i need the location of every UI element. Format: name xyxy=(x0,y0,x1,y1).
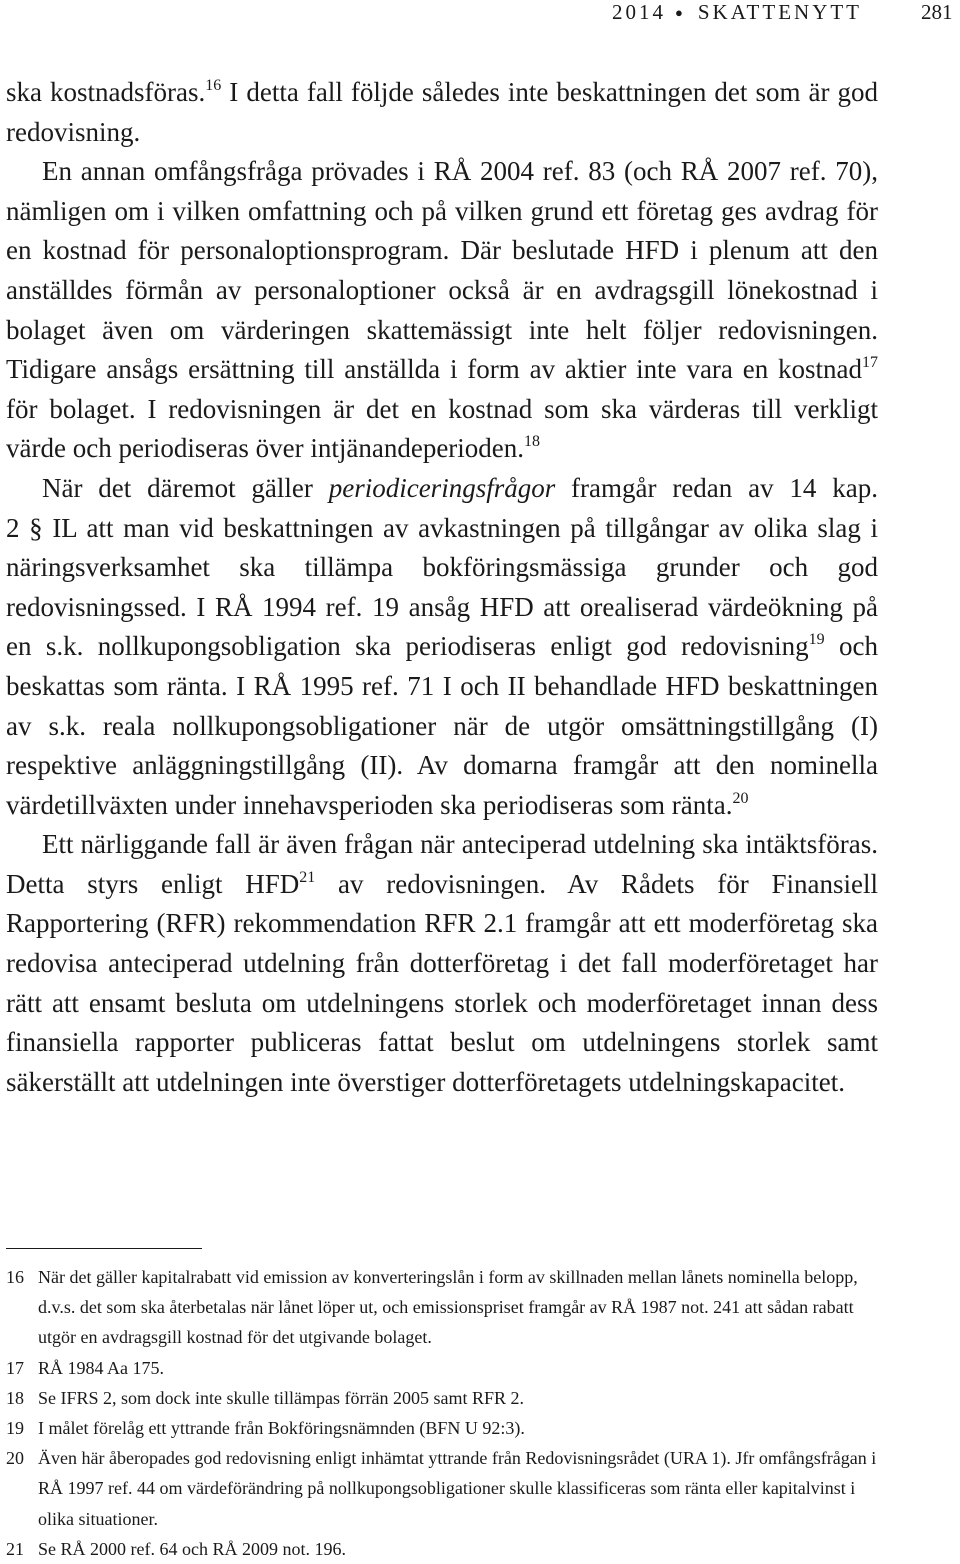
journal-year: 2014 xyxy=(612,0,666,24)
footnote-text: I målet förelåg ett yttrande från Bokföringsnämnden (BFN U 92:3). xyxy=(38,1418,525,1439)
running-header xyxy=(0,0,960,30)
footnote-ref-18: 18 xyxy=(524,433,541,451)
footnote-text: Se IFRS 2, som dock inte skulle tillämpas förrän 2005 samt RFR 2. xyxy=(38,1387,524,1408)
text-run: I detta fall följde således inte beskattningen det som är god redovisning. xyxy=(6,77,879,147)
footnote-number: 17 xyxy=(6,1357,24,1378)
footnote-number: 16 xyxy=(6,1267,24,1287)
footnote-text: När det gäller kapitalrabatt vid emission av konverteringslån i form av skillnaden mellan lånets nominella belopp, d.v.s. det som ska återbetalas när lånet löper ut, och emissionspriset framgår av RÅ 1987 not. 241 att sådan rabatt utgör en avdragsgill kostnad för det utgivande bolaget. xyxy=(38,1267,858,1348)
footnotes xyxy=(6,1262,878,1564)
footnote-separator xyxy=(6,1248,202,1249)
text-run: ska kostnadsföras. xyxy=(6,77,206,107)
text-run: av redovisningen. Av Rådets för Finansiell Rapportering (RFR) rekommendation RFR 2.1 framgår att ett moderföretag ska redovisa anteciperad utdelning från dotterföretag i det fall moderföretaget har rätt att ensamt besluta om utdelningens storlek och moderföretaget innan dess finansiella rapporter publiceras fattat beslut om utdelningens storlek samt säkerställt att utdelningen inte överstiger dotterföretagets utdelningskapacitet. xyxy=(6,868,878,1097)
footnote xyxy=(6,1443,878,1534)
footnote-number: 21 xyxy=(6,1538,24,1559)
footnote-ref-19: 19 xyxy=(808,631,825,649)
journal-name: SKATTENYTT xyxy=(697,0,863,24)
paragraph-1 xyxy=(6,73,878,152)
footnote-text: Se RÅ 2000 ref. 64 och RÅ 2009 not. 196. xyxy=(38,1538,346,1559)
footnote xyxy=(6,1383,878,1413)
italic-term: periodiceringsfrågor xyxy=(328,472,556,503)
page-number: 281 xyxy=(921,0,953,24)
text-run: för bolaget. I redovisningen är det en kostnad som ska värderas till verkligt värde och periodiseras över intjänandeperioden. xyxy=(6,393,878,464)
footnote xyxy=(6,1353,878,1383)
text-run: och beskattas som ränta. I RÅ 1995 ref. 71 I och II behandlade HFD beskattningen av s.k. reala nollkupongsobligationer när de utgör omsättningstillgång (I) respektive anläggningstillgång (II). Av domarna framgår att den nominella värdetillväxten under innehavsperioden ska periodiseras som ränta. xyxy=(6,631,878,820)
footnote-number: 19 xyxy=(6,1418,24,1439)
footnote xyxy=(6,1262,878,1353)
footnote-text: Även här åberopades god redovisning enligt inhämtat yttrande från Redovisningsrådet (URA 1). Jfr omfångsfrågan i RÅ 1997 ref. 44 om värdeförändring på nollkupongsobligationer skulle klassificeras som ränta eller kapitalvinst i olika situationer. xyxy=(38,1448,877,1529)
footnote xyxy=(6,1534,878,1564)
paragraph-3-first-line xyxy=(6,469,878,509)
body-text xyxy=(6,73,878,1102)
text-run: Ett närliggande fall är även frågan när anteciperad utdelning ska intäktsföras. Detta styrs enligt HFD xyxy=(6,829,878,899)
footnote-ref-21: 21 xyxy=(299,868,316,886)
text-run: När det däremot gäller xyxy=(42,472,329,503)
footnote-text: RÅ 1984 Aa 175. xyxy=(38,1357,164,1378)
paragraph-2 xyxy=(6,152,878,469)
footnote-ref-20: 20 xyxy=(732,789,749,807)
footnote-number: 18 xyxy=(6,1387,24,1408)
text-run: framgår redan av 14 kap. xyxy=(555,472,878,503)
journal-running-title xyxy=(612,0,862,25)
paragraph-3 xyxy=(6,509,878,826)
paragraph-4 xyxy=(6,825,878,1102)
text-run: En annan omfångsfråga prövades i RÅ 2004 ref. 83 (och RÅ 2007 ref. 70), nämligen om i vilken omfattning och på vilken grund ett företag ges avdrag för en kostnad för personaloptionsprogram. Där beslutade HFD i plenum att den anställdes förmån av personaloptioner också är en avdragsgill lönekostnad i bolaget även om värderingen skattemässigt inte helt följer redovisningen. Tidigare ansågs ersättning till anställda i form av aktier inte vara en kostnad xyxy=(6,156,878,385)
footnote-ref-16: 16 xyxy=(205,77,222,94)
footnote-number: 20 xyxy=(6,1448,24,1469)
footnote xyxy=(6,1413,878,1443)
text-run: 2 § IL att man vid beskattningen av avkastningen på tillgångar av olika slag i näringsverksamhet ska tillämpa bokföringsmässiga grunder och god redovisningssed. I RÅ 1994 ref. 19 ansåg HFD att orealiserad värdeökning på en s.k. nollkupongsobligation ska periodiseras enligt god redovisning xyxy=(6,512,878,662)
footnote-ref-17: 17 xyxy=(862,354,878,372)
separator-bullet-icon: ● xyxy=(675,5,686,20)
